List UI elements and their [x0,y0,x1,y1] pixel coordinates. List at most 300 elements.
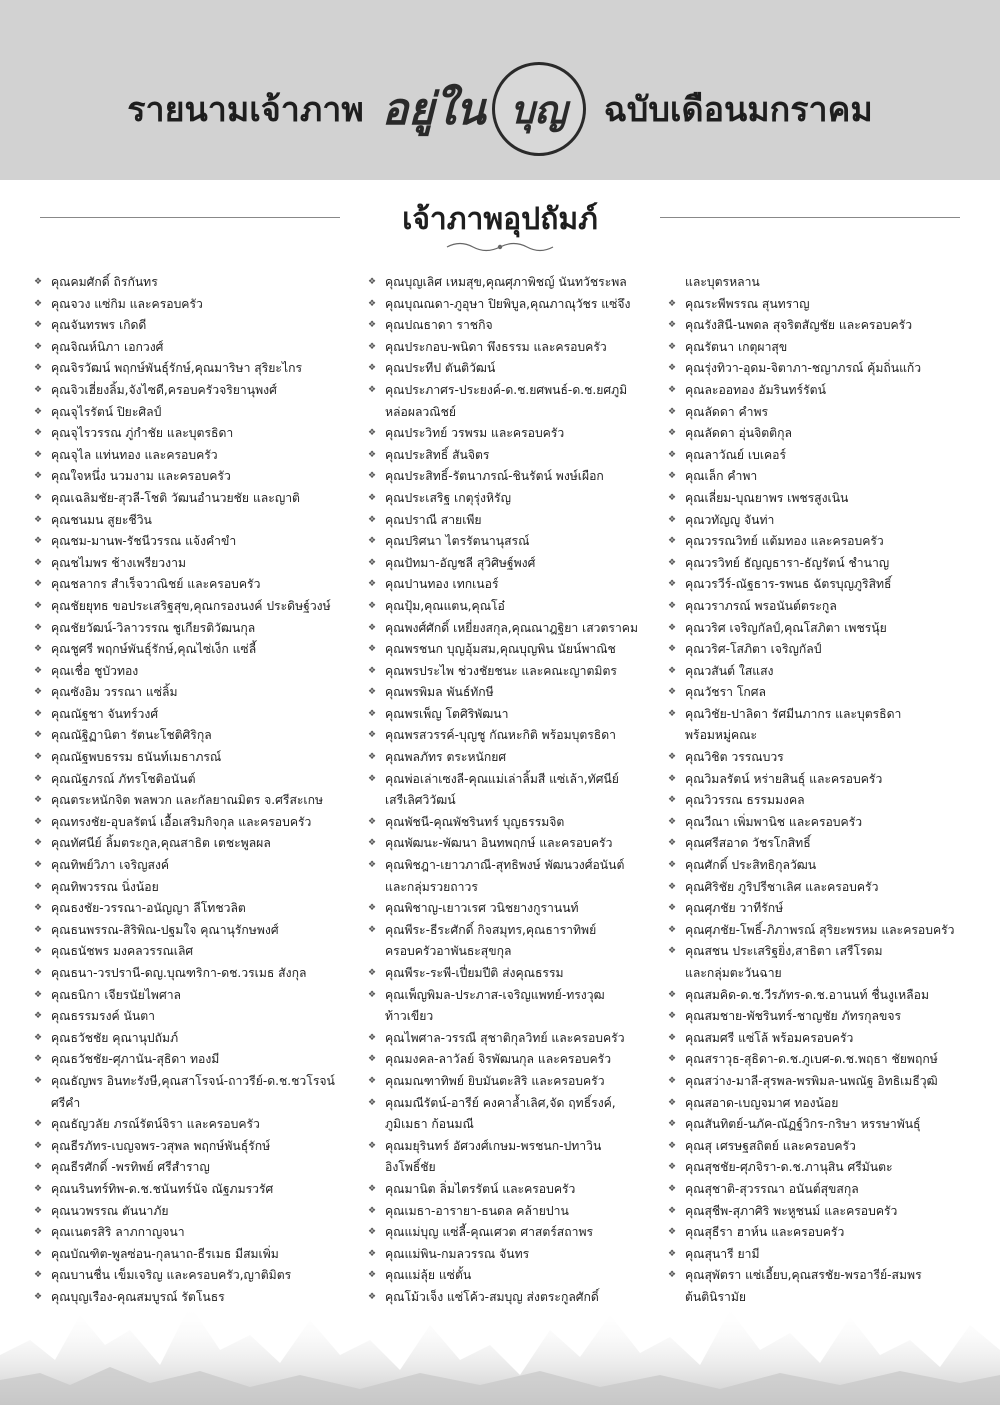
sponsor-entry [34,812,344,834]
sponsor-name: คุณชัยยุทธ ขอประเสริฐสุข,คุณกรองนงค์ ประดิษฐ์วงษ์ [51,598,331,613]
sponsor-name: คุณสชน ประเสริฐยิ่ง,สาธิตา เสรีโรดม [685,944,883,959]
sponsor-name: คุณบุญเรือง-คุณสมบูรณ์ รัตโนธร [51,1289,225,1304]
logo-word-2: บุญ [510,86,567,132]
sponsor-name: คุณปณธาดา ราชกิจ [385,318,493,333]
diamond-bullet-icon: ❖ [368,277,377,287]
sponsor-name: คุณประกอบ-พนิดา พึงธรรม และครอบครัว [385,339,607,354]
sponsor-entry [668,466,968,488]
sponsor-name: คุณสว่าง-มาลี-สุรพล-พรพิมล-นพณัฐ อิทธิเมธีวุฒิ [685,1073,938,1088]
diamond-bullet-icon: ❖ [34,1075,43,1086]
sponsor-name: คุณเลี่ยม-บุณยาพร เพชรสูงเนิน [685,490,849,505]
sponsor-entry [668,704,968,726]
diamond-bullet-icon: ❖ [668,579,677,590]
sponsor-name: คุณทรงชัย-อุบลรัตน์ เอื้อเสริมกิจกุล และครอบครัว [51,814,312,829]
sponsor-entry [34,1244,344,1266]
sponsor-entry [668,1157,968,1179]
diamond-bullet-icon: ❖ [34,708,43,719]
sponsor-name: คุณสุชชัย-ศุภจิรา-ด.ช.ภานุสิน ศรีมันตะ [685,1160,893,1175]
sponsor-entry [368,1071,658,1093]
sponsor-entry [34,1136,344,1158]
sponsor-name: คุณตระหนักจิต พลพวก และกัลยาณมิตร จ.ศรีสะเกษ [51,793,324,808]
diamond-bullet-icon: ❖ [34,536,43,547]
diamond-bullet-icon: ❖ [668,536,677,547]
section-heading: เจ้าภาพอุปถัมภ์ [402,202,598,237]
sponsor-entry [34,337,344,359]
sponsor-entry [34,553,344,575]
sponsor-name: คุณลัดดา อุ่นจิตติกุล [685,426,792,441]
sponsor-name: คุณพรพิมล พันธ์ทักษี [385,685,494,700]
diamond-bullet-icon: ❖ [668,989,677,1000]
sponsor-name: คุณบุญเลิศ เหมสุข,คุณศุภาพิชญ์ นันทวัชระพล [385,275,627,289]
sponsor-name: คุณเนตรสิริ ลาภกาญจนา [51,1225,185,1240]
diamond-bullet-icon: ❖ [368,1270,377,1281]
sponsor-entry [368,574,658,596]
diamond-bullet-icon: ❖ [668,449,677,460]
sponsor-entry [34,1179,344,1201]
sponsor-entry [368,618,658,640]
diamond-bullet-icon: ❖ [368,1205,377,1216]
sponsor-entry-continuation: ต้นตินิรามัย [685,1289,747,1304]
diamond-bullet-icon: ❖ [368,1183,377,1194]
sponsor-entry [368,380,658,402]
diamond-bullet-icon: ❖ [34,579,43,590]
sponsor-entry [668,315,968,337]
sponsor-entry [668,423,968,445]
sponsor-entry [368,423,658,445]
sponsor-name: คุณพรสวรรค์-บุญชู กัณหะกิติ พร้อมบุตรธิดา [385,728,616,743]
diamond-bullet-icon: ❖ [34,1270,43,1281]
sponsor-name: คุณบานชื่น เข็มเจริญ และครอบครัว,ญาติมิตร [51,1268,292,1283]
diamond-bullet-icon: ❖ [34,449,43,460]
diamond-bullet-icon: ❖ [668,816,677,827]
sponsor-entry [668,294,968,316]
sponsor-entry [34,294,344,316]
sponsor-entry [368,1028,658,1050]
sponsor-name: คุณวสันต์ ใสแสง [685,663,774,678]
sponsor-entry [368,855,658,877]
diamond-bullet-icon: ❖ [368,816,377,827]
diamond-bullet-icon: ❖ [368,579,377,590]
sponsor-entry [668,1006,968,1028]
sponsor-name: คุณประภาศร-ประยงค์-ด.ช.ยศพนธ์-ด.ช.ยศภูมิ [385,382,628,397]
diamond-bullet-icon: ❖ [34,1183,43,1194]
sponsor-entry-continuation: อิงโพธิ์ชัย [385,1160,436,1175]
sponsor-entry [668,661,968,683]
diamond-bullet-icon: ❖ [34,838,43,849]
diamond-bullet-icon: ❖ [668,1075,677,1086]
sponsor-name: คุณธนิกา เจียรนัยไพศาล [51,987,182,1002]
sponsor-entry [668,855,968,877]
sponsor-entry [368,920,658,942]
logo-word-1: อยู่ใน [381,84,486,135]
sponsor-name: คุณวรวีร์-ณัฐธาร-รพนธ ฉัตรบุญภูริสิทธิ์ [685,577,892,592]
sponsor-entry [368,1287,658,1309]
sponsor-entry [668,1114,968,1136]
sponsor-name: คุณธวัชชัย คุณานุปถัมภ์ [51,1030,179,1045]
diamond-bullet-icon: ❖ [668,946,677,957]
sponsor-name: คุณสมชาย-พัชรินทร์-ชาญชัย ภัทรกุลขจร [685,1009,902,1024]
sponsor-column-2 [368,272,658,1309]
sponsor-entry-continuation: หล่อผลวณิชย์ [385,404,456,419]
sponsor-entry [368,985,658,1007]
sponsor-entry [34,1222,344,1244]
diamond-bullet-icon: ❖ [668,1032,677,1043]
sponsor-entry [668,402,968,424]
diamond-bullet-icon: ❖ [368,384,377,395]
sponsor-name: คุณนวพรรณ ตันนาภัย [51,1203,169,1218]
sponsor-name: คุณธัญวลัย ภรณ์รัตน์จิรา และครอบครัว [51,1117,260,1132]
sponsor-name: คุณพัฒนะ-พัฒนา อินทพฤกษ์ และครอบครัว [385,836,613,851]
sponsor-entry [34,769,344,791]
diamond-bullet-icon: ❖ [34,492,43,503]
sponsor-entry [34,1201,344,1223]
diamond-bullet-icon: ❖ [668,795,677,806]
sponsor-entry [34,272,344,294]
sponsor-entry [668,1136,968,1158]
diamond-bullet-icon: ❖ [34,1119,43,1130]
sponsor-name: คุณสุพัตรา แซ่เอี้ยบ,คุณสรชัย-พรอารีย์-สมพร [685,1268,922,1283]
sponsor-entry [368,596,658,618]
sponsor-entry [668,682,968,704]
diamond-bullet-icon: ❖ [668,752,677,763]
diamond-bullet-icon: ❖ [34,514,43,525]
sponsor-name: คุณรังสินี-นพดล สุจริตสัญชัย และครอบครัว [685,318,913,333]
diamond-bullet-icon: ❖ [34,471,43,482]
sponsor-entry [34,639,344,661]
sponsor-entry [34,423,344,445]
diamond-bullet-icon: ❖ [668,1205,677,1216]
sponsor-entry [368,747,658,769]
sponsor-name: คุณพิชฎา-เยาวภาณี-สุทธิพงษ์ พัฒนวงศ์อนันต์ [385,858,625,873]
header-title [0,62,1000,156]
sponsor-name: คุณประเสริฐ เกตุรุ่งหิรัญ [385,490,511,505]
sponsor-entry [34,1114,344,1136]
diamond-bullet-icon: ❖ [668,514,677,525]
sponsor-name: คุณไพศาล-วรรณี สุชาติกุลวิทย์ และครอบครัว [385,1030,625,1045]
diamond-bullet-icon: ❖ [368,838,377,849]
diamond-bullet-icon: ❖ [368,557,377,568]
sponsor-name: คุณสุชาติ-สุวรรณา อนันต์สุขสกุล [685,1181,859,1196]
sponsor-name: คุณชม-มานพ-รัชนีวรรณ แจ้งคำขำ [51,534,237,549]
title-right: ฉบับเดือนมกราคม [603,90,873,130]
diamond-bullet-icon: ❖ [368,449,377,460]
sponsor-name: คุณสอาด-เบญจมาศ ทองน้อย [685,1095,839,1110]
sponsor-entry-continuation: ศรีคำ [51,1095,81,1110]
diamond-bullet-icon: ❖ [668,860,677,871]
sponsor-entry [34,833,344,855]
sponsor-name: คุณมานิต ลิ่มไตรรัตน์ และครอบครัว [385,1181,576,1196]
sponsor-name: คุณรัตนา เกตุผาสุข [685,339,788,354]
sponsor-entry [34,445,344,467]
sponsor-name: คุณพลภัทร ตระหนักยศ [385,750,507,765]
sponsor-name: คุณเพ็ญพิมล-ประภาส-เจริญแพทย์-ทรงวุฒ [385,987,605,1002]
diamond-bullet-icon: ❖ [668,1119,677,1130]
diamond-bullet-icon: ❖ [34,1032,43,1043]
sponsor-name: คุณพรชนก บุญอุ้มสม,คุณบุญพิน นัยน์พาณิช [385,642,616,657]
sponsor-entry [668,337,968,359]
sponsor-name: คุณณัฐภรณ์ ภัทรโชติอนันต์ [51,771,196,786]
sponsor-name: คุณวิชิต วรรณบวร [685,750,784,765]
sponsor-entry [368,661,658,683]
sponsor-name: คุณจิรวัฒน์ พฤกษ์พันธุ์รักษ์,คุณมาริษา สุริยะไกร [51,361,303,376]
sponsor-entry [34,682,344,704]
sponsor-entry [368,963,658,985]
sponsor-entry [668,790,968,812]
diamond-bullet-icon: ❖ [34,1227,43,1238]
sponsor-name: คุณวัชรา โกศล [685,685,766,700]
sponsor-entry [668,769,968,791]
diamond-bullet-icon: ❖ [368,903,377,914]
diamond-bullet-icon: ❖ [34,277,43,287]
diamond-bullet-icon: ❖ [668,557,677,568]
sponsor-name: คุณชนมน สูยะชีวิน [51,512,152,527]
sponsor-entry [668,920,968,942]
sponsor-name: คุณจุไรรัตน์ ปิยะศิลป์ [51,404,162,419]
diamond-bullet-icon: ❖ [668,406,677,417]
diamond-bullet-icon: ❖ [368,860,377,871]
diamond-bullet-icon: ❖ [34,773,43,784]
sponsor-entry [668,985,968,1007]
diamond-bullet-icon: ❖ [368,665,377,676]
sponsor-column-3 [668,272,968,1309]
sponsor-name: คุณปุ้ม,คุณแตน,คุณโอ๋ [385,598,505,613]
sponsor-entry-continuation: พร้อมหมู่คณะ [685,728,758,743]
sponsor-name: คุณธีรภัทร-เบญจพร-วสุพล พฤกษ์พันธุ์รักษ์ [51,1138,271,1153]
sponsor-name: คุณสมศรี แซ่โล้ พร้อมครอบครัว [685,1030,854,1045]
sponsor-name: คุณพัชนี-คุณพัชรินทร์ บุญธรรมจิต [385,814,565,829]
magazine-logo [382,62,586,156]
sponsor-entry [34,1049,344,1071]
sponsor-entry [368,315,658,337]
diamond-bullet-icon: ❖ [34,557,43,568]
sponsor-entry [668,1049,968,1071]
sponsor-name: คุณจวง แซ่กิม และครอบครัว [51,296,203,311]
diamond-bullet-icon: ❖ [668,1097,677,1108]
diamond-bullet-icon: ❖ [34,1291,43,1302]
diamond-bullet-icon: ❖ [668,708,677,719]
sponsor-entry [668,1244,968,1266]
sponsor-entry [668,812,968,834]
sponsor-entry [34,725,344,747]
sponsor-entry [34,985,344,1007]
diamond-bullet-icon: ❖ [368,1075,377,1086]
sponsor-name: คุณมณีรัตน์-อารีย์ คงคาล้ำเลิศ,จัด ฤทธิ์รงค์, [385,1095,616,1110]
diamond-bullet-icon: ❖ [368,644,377,655]
sponsor-name: คุณสมคิด-ด.ช.วีรภัทร-ด.ช.อานนท์ ชื่นงูเหลือม [685,987,929,1002]
sponsor-name: คุณเชื่อ ชูบัวทอง [51,663,139,678]
diamond-bullet-icon: ❖ [368,600,377,611]
diamond-bullet-icon: ❖ [668,298,677,309]
diamond-bullet-icon: ❖ [34,622,43,633]
sponsor-name: คุณแม่ลุ้ย แซ่ตั้น [385,1268,472,1283]
sponsor-name: คุณบุณณดา-ภูอุษา ปิยพิบูล,คุณภาณุวัชร แซ่จึง [385,296,631,311]
sponsor-entry [668,877,968,899]
sponsor-name: คุณวริศ-โสภิตา เจริญกัลป์ [685,642,822,657]
sponsor-entry [368,337,658,359]
diamond-bullet-icon: ❖ [34,968,43,978]
diamond-bullet-icon: ❖ [368,1227,377,1238]
diamond-bullet-icon: ❖ [34,881,43,892]
sponsor-entry [34,574,344,596]
sponsor-name: คุณละออทอง อัมรินทร์รัตน์ [685,382,826,397]
sponsor-name: คุณคมศักดิ์ ถิรกันทร [51,275,158,289]
sponsor-name: คุณศักดิ์ ประสิทธิกุลวัฒน [685,858,817,873]
sponsor-entry [668,510,968,532]
sponsor-entry [668,445,968,467]
diamond-bullet-icon: ❖ [668,1162,677,1173]
diamond-bullet-icon: ❖ [368,1291,377,1302]
sponsor-entry [368,445,658,467]
sponsor-name: คุณเล็ก คำพา [685,469,758,484]
sponsor-entry [368,1049,658,1071]
sponsor-name: คุณปัทมา-อัญชลี สุวิศิษฐ์พงศ์ [385,555,536,570]
sponsor-entry [668,1179,968,1201]
sponsor-name: คุณจิวเฮี่ยงลิ้ม,จังไซดี,ครอบครัวจริยานุพงศ์ [51,382,277,397]
sponsor-entry [368,898,658,920]
sponsor-name: คุณธีรศักดิ์ -พรทิพย์ ศรีสำราญ [51,1160,210,1175]
diamond-bullet-icon: ❖ [34,341,43,352]
sponsor-entry [34,855,344,877]
sponsor-entry [668,941,968,963]
sponsor-name: คุณใจหนึ่ง นวมงาม และครอบครัว [51,469,231,484]
diamond-bullet-icon: ❖ [668,471,677,482]
diamond-bullet-icon: ❖ [368,773,377,784]
sponsor-name: คุณแม่บุญ แซ่ลี้-คุณเศวต ศาสตร์สถาพร [385,1225,594,1240]
diamond-bullet-icon: ❖ [368,298,377,309]
sponsor-entry [368,1265,658,1287]
sponsor-entry [34,877,344,899]
diamond-bullet-icon: ❖ [34,860,43,871]
sponsor-entry [668,1028,968,1050]
diamond-bullet-icon: ❖ [668,903,677,914]
sponsor-entry [368,1244,658,1266]
sponsor-entry [34,1265,344,1287]
sponsor-name: คุณจันทรพร เกิดดี [51,318,147,333]
sponsor-entry [368,682,658,704]
diamond-bullet-icon: ❖ [34,1054,43,1065]
diamond-bullet-icon: ❖ [34,946,43,957]
diamond-bullet-icon: ❖ [368,730,377,741]
sponsor-entry [668,1265,968,1287]
sponsor-entry [34,380,344,402]
sponsor-entry [368,1222,658,1244]
sponsor-name: คุณชูศรี พฤกษ์พันธุ์รักษ์,คุณไซ่เง็ก แซ่ลี้ [51,642,257,657]
sponsor-entry [34,466,344,488]
sponsor-entry [668,358,968,380]
diamond-bullet-icon: ❖ [668,341,677,352]
sponsor-name: คุณมณฑาทิพย์ ยิบมันตะสิริ และครอบครัว [385,1073,605,1088]
sponsor-entry [668,574,968,596]
diamond-bullet-icon: ❖ [34,1011,43,1022]
sponsor-entry [34,315,344,337]
sponsor-entry [34,618,344,640]
diamond-bullet-icon: ❖ [34,665,43,676]
sponsor-entry [668,553,968,575]
diamond-bullet-icon: ❖ [368,924,377,935]
sponsor-entry [368,1136,658,1158]
diamond-bullet-icon: ❖ [668,428,677,439]
diamond-bullet-icon: ❖ [34,428,43,439]
diamond-bullet-icon: ❖ [368,968,377,978]
diamond-bullet-icon: ❖ [368,1097,377,1108]
diamond-bullet-icon: ❖ [34,687,43,698]
sponsor-entry [368,358,658,380]
diamond-bullet-icon: ❖ [668,1011,677,1022]
diamond-bullet-icon: ❖ [34,298,43,309]
sponsor-name: คุณมงคล-ลาวัลย์ จิรพัฒนกุล และครอบครัว [385,1052,612,1067]
sponsor-entry [34,747,344,769]
sponsor-entry [368,1093,658,1115]
sponsor-entry [34,1157,344,1179]
sponsor-entry [668,618,968,640]
sponsor-entry [368,466,658,488]
sponsor-name: คุณธัญพร อินทะรังษี,คุณสาโรจน์-ถาวรีย์-ด.ช.ชวโรจน์ [51,1073,335,1088]
diamond-bullet-icon: ❖ [368,687,377,698]
diamond-bullet-icon: ❖ [668,1248,677,1259]
diamond-bullet-icon: ❖ [34,1205,43,1216]
sponsor-name: คุณจุไรวรรณ ภู่กำชัย และบุตรธิดา [51,426,234,441]
sponsor-entry [368,553,658,575]
sponsor-entry [368,1179,658,1201]
sponsor-entry [368,812,658,834]
diamond-bullet-icon: ❖ [668,1140,677,1151]
sponsor-name: คุณพงศ์ศักดิ์ เหยี่ยงสกุล,คุณณาฎฐิยา เสวตราคม [385,620,638,635]
sponsor-entry [34,358,344,380]
sponsor-entry [668,596,968,618]
logo-circle [492,62,586,156]
diamond-bullet-icon: ❖ [34,1248,43,1259]
sponsor-entry [368,488,658,510]
diamond-bullet-icon: ❖ [368,752,377,763]
sponsor-name: คุณชลากร สำเร็จวาณิชย์ และครอบครัว [51,577,261,592]
diamond-bullet-icon: ❖ [34,752,43,763]
diamond-bullet-icon: ❖ [668,622,677,633]
sponsor-entry [34,963,344,985]
sponsor-entry [668,531,968,553]
diamond-bullet-icon: ❖ [368,536,377,547]
sponsor-entry-continuation: และบุตรหลาน [685,275,760,289]
sponsor-entry [34,1028,344,1050]
diamond-bullet-icon: ❖ [668,838,677,849]
sponsor-entry [668,488,968,510]
sponsor-name: คุณวิชัย-ปาลิดา รัศมีนภากร และบุตรธิดา [685,706,902,721]
sponsor-name: คุณสุธีรา ฮาห์น และครอบครัว [685,1225,845,1240]
title-left: รายนามเจ้าภาพ [127,90,364,130]
diamond-bullet-icon: ❖ [368,320,377,331]
diamond-bullet-icon: ❖ [368,492,377,503]
sponsor-name: คุณศิริชัย ภูริปรีชาเลิศ และครอบครัว [685,879,879,894]
sponsor-name: คุณปริศนา ไตรรัตนานุสรณ์ [385,534,530,549]
sponsor-name: คุณวทัญญู จันท่า [685,512,775,527]
sponsor-name: คุณวิวรรณ ธรรมมงคล [685,793,805,808]
diamond-bullet-icon: ❖ [668,1227,677,1238]
sponsor-name: คุณลัดดา คำพร [685,404,769,419]
sponsor-name: คุณธนพรรณ-สิริพิณ-ปฐมใจ คุณานุรักษพงศ์ [51,922,279,937]
sponsor-name: คุณประสิทธิ์-รัตนาภรณ์-ชินรัตน์ พงษ์เผือก [385,469,604,484]
diamond-bullet-icon: ❖ [368,1032,377,1043]
sponsor-entry [368,833,658,855]
sponsor-entry-continuation: ท้าวเขียว [385,1009,434,1024]
sponsor-name: คุณธนัชพร มงคลวรรณเลิศ [51,944,194,959]
sponsor-entry [668,898,968,920]
sponsor-entry [34,898,344,920]
sponsor-entry-continuation: เสรีเลิศวิวัฒน์ [385,793,456,808]
sponsor-entry [668,1222,968,1244]
sponsor-entry [368,639,658,661]
sponsor-entry [34,1006,344,1028]
sponsor-name: คุณพ่อเล่าเซงลี-คุณแม่เล่าลิ้มสี แซ่เล้า,ทัศนีย์ [385,771,619,786]
sponsor-name: คุณธนา-วรปรานี-ดญ.บุณฑริกา-ดช.วรเมธ สังกุล [51,966,307,980]
